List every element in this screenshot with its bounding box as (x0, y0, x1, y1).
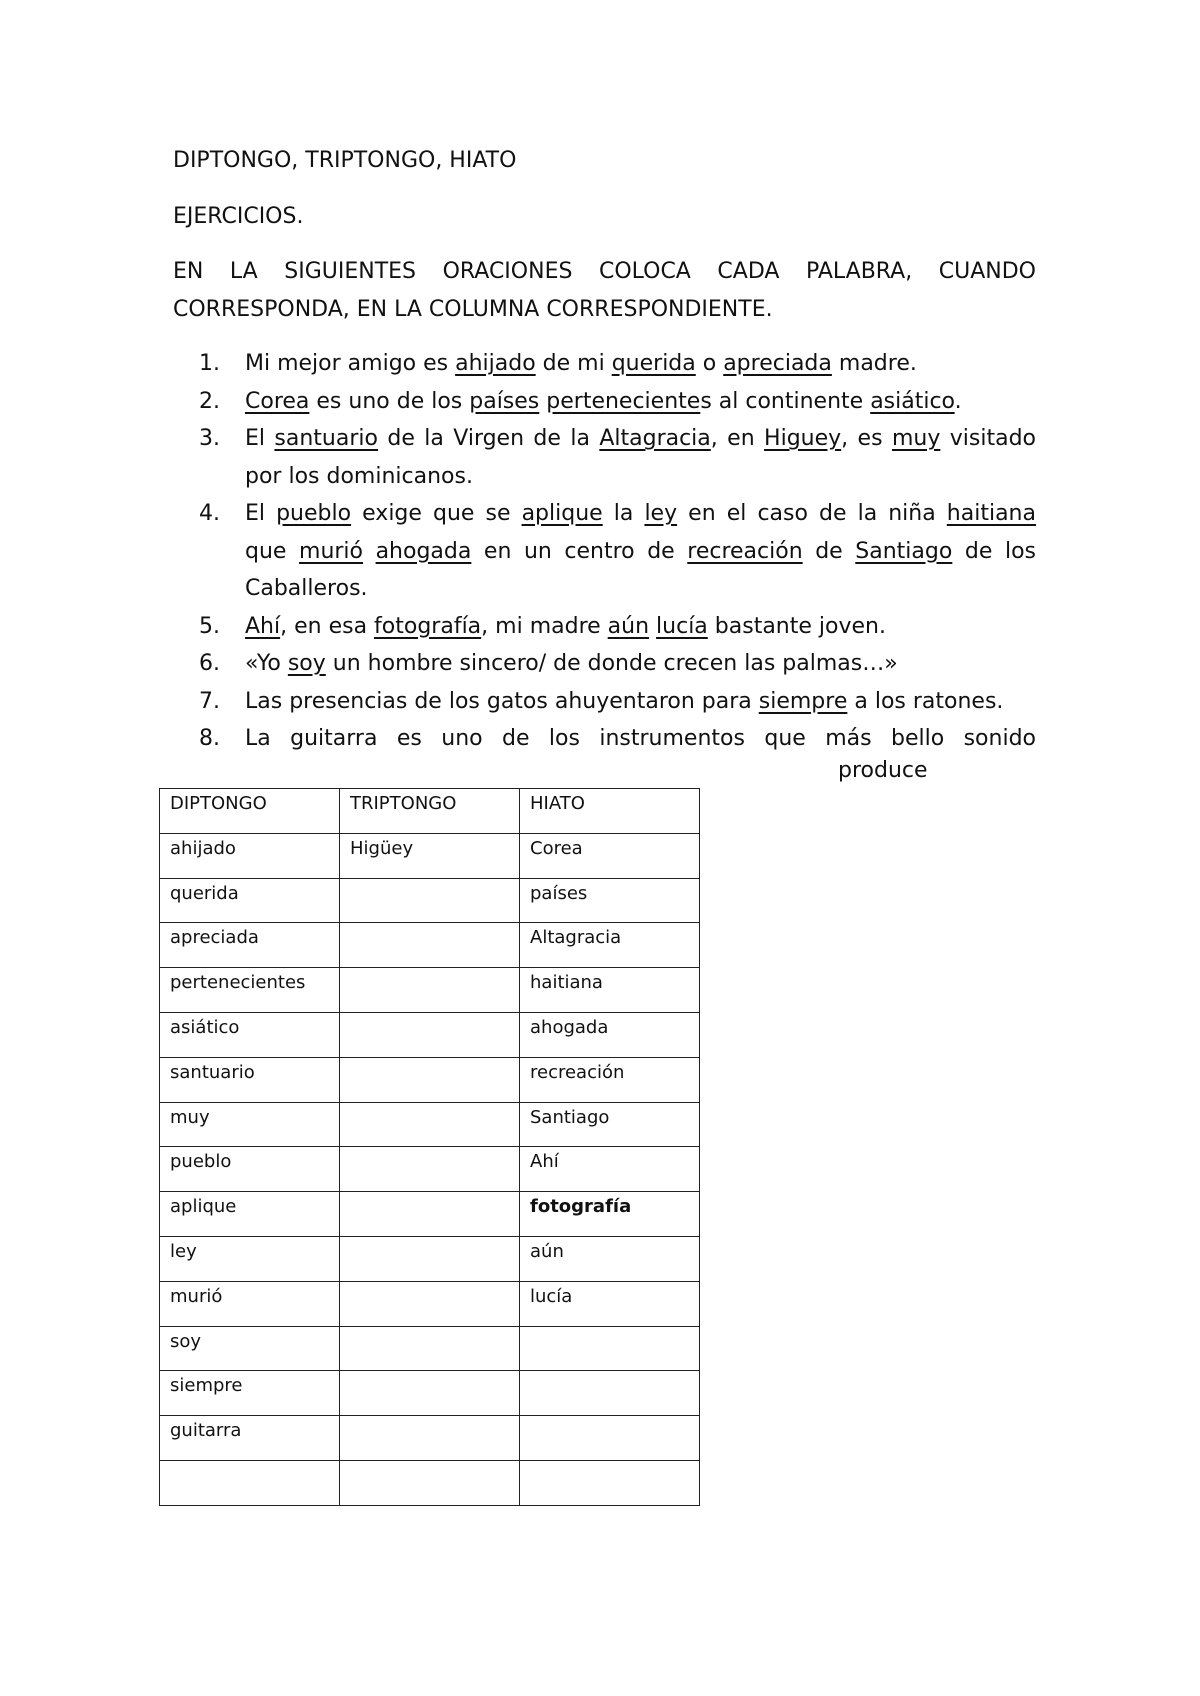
table-cell (340, 968, 520, 1013)
sentence-continuation: por los dominicanos. (245, 463, 473, 489)
underlined-word: Santiago (855, 538, 953, 564)
table-row (160, 1416, 700, 1461)
sentence-number: 3. (199, 426, 220, 451)
table-cell: guitarra (160, 1416, 340, 1461)
underlined-word: querida (611, 351, 696, 376)
sentence-continuation: Caballeros. (245, 576, 368, 601)
underlined-word: siempre (758, 688, 848, 714)
sentence-item (199, 645, 1036, 683)
underlined-word: aplique (521, 501, 603, 526)
sentence-number: 8. (199, 726, 220, 751)
sentence-line (245, 614, 886, 639)
table-row (160, 1236, 700, 1281)
table-cell: querida (160, 878, 340, 923)
trailing-word: produce (838, 758, 928, 783)
sentence-line (245, 351, 917, 376)
sentence-number: 1. (199, 351, 220, 376)
table-row (160, 1460, 700, 1505)
table-cell: apreciada (160, 923, 340, 968)
sentence-text: , es (841, 426, 892, 451)
table-cell: aún (520, 1236, 700, 1281)
table-row (160, 1371, 700, 1416)
table-cell: haitiana (520, 968, 700, 1013)
table-cell: países (520, 878, 700, 923)
sentence-text: Mi mejor amigo es (245, 351, 456, 376)
sentence-number: 4. (199, 501, 220, 526)
underlined-word: ley (644, 501, 678, 526)
table-cell (340, 1102, 520, 1147)
sentence-line (245, 689, 1003, 714)
sentence-line (245, 420, 1036, 458)
underlined-word: Altagracia (599, 426, 711, 451)
sentence-text: El (245, 501, 277, 526)
sentence-text: visitado (940, 426, 1036, 451)
table-cell (340, 1147, 520, 1192)
table-row (160, 878, 700, 923)
sentence-item (199, 383, 1036, 421)
instructions-line-1: EN LA SIGUIENTES ORACIONES COLOCA CADA PALABRA, CUANDO (173, 259, 1036, 284)
table-header-row (160, 789, 700, 834)
table-cell (340, 878, 520, 923)
table-cell: aplique (160, 1192, 340, 1237)
underlined-word: murió (299, 538, 364, 564)
sentence-line (245, 720, 1036, 758)
sentence-text: El (245, 426, 275, 451)
table-cell (520, 1416, 700, 1461)
table-row (160, 1281, 700, 1326)
table-cell (340, 923, 520, 968)
underlined-word: países (469, 388, 540, 414)
table-cell: murió (160, 1281, 340, 1326)
table-cell: ley (160, 1236, 340, 1281)
table-cell (340, 1236, 520, 1281)
underlined-word: pueblo (276, 501, 352, 526)
sentence-item (199, 683, 1036, 721)
table-cell: lucía (520, 1281, 700, 1326)
underlined-word: aún (607, 613, 650, 639)
table-cell: santuario (160, 1057, 340, 1102)
table-cell (520, 1371, 700, 1416)
table-row (160, 1102, 700, 1147)
table-cell: ahogada (520, 1012, 700, 1057)
underlined-word: haitiana (946, 501, 1036, 526)
sentence-text: en un centro de (471, 538, 688, 564)
sentence-text: , en esa (280, 613, 375, 639)
sentence-text: a los ratones. (847, 688, 1004, 714)
sentence-number: 5. (199, 613, 220, 639)
underlined-word: Higuey (764, 426, 842, 451)
sentence-text: de mi (535, 351, 612, 376)
table-cell (340, 1326, 520, 1371)
sentence-line (245, 533, 1036, 571)
table-cell: soy (160, 1326, 340, 1371)
sentence-text: , mi madre (481, 613, 608, 639)
sentence-text (649, 614, 656, 639)
table-cell: fotografía (520, 1192, 700, 1237)
sentence-text: de la Virgen de la (377, 426, 600, 451)
table-cell (340, 1281, 520, 1326)
sentence-text: un hombre sincero/ de donde crecen las palmas…» (325, 651, 898, 676)
table-cell: pertenecientes (160, 968, 340, 1013)
sentence-text: exige que se (351, 501, 522, 526)
sentence-line (245, 495, 1036, 533)
sentence-text: madre. (831, 351, 917, 376)
sentence-text: que (245, 538, 300, 564)
table-cell: siempre (160, 1371, 340, 1416)
table-row (160, 1192, 700, 1237)
sentence-text: «Yo (245, 651, 288, 676)
underlined-word: asiático (870, 388, 955, 414)
underlined-word: lucía (656, 613, 708, 639)
sentence-text: la (602, 501, 645, 526)
underlined-word: apreciada (723, 351, 832, 376)
sentence-number: 7. (199, 688, 220, 714)
underlined-word: Ahí (245, 613, 281, 639)
table-cell (520, 1326, 700, 1371)
table-cell: Santiago (520, 1102, 700, 1147)
table-row (160, 968, 700, 1013)
sentence-text: . (954, 388, 962, 414)
table-cell (340, 1057, 520, 1102)
classification-table (159, 788, 700, 1506)
underlined-word: ahijado (455, 351, 536, 376)
table-cell: Corea (520, 833, 700, 878)
table-cell: asiático (160, 1012, 340, 1057)
sentence-item (199, 495, 1036, 608)
table-cell: recreación (520, 1057, 700, 1102)
underlined-word: ahogada (375, 538, 472, 564)
sentence-item (199, 720, 1036, 758)
sentence-text (363, 539, 376, 564)
table-cell: Ahí (520, 1147, 700, 1192)
sentence-item (199, 608, 1036, 646)
sentence-text: de los (952, 538, 1036, 564)
table-cell: ahijado (160, 833, 340, 878)
table-cell: muy (160, 1102, 340, 1147)
table-row (160, 1012, 700, 1057)
sentence-item (199, 420, 1036, 495)
underlined-word: recreación (687, 538, 803, 564)
sentence-list (173, 345, 1036, 758)
table-cell (340, 1371, 520, 1416)
table-cell (520, 1460, 700, 1505)
table-cell (340, 1012, 520, 1057)
underlined-word: soy (287, 651, 326, 676)
sentence-text: bastante joven. (707, 613, 886, 639)
table-row (160, 1147, 700, 1192)
sentence-text: en el caso de la niña (677, 501, 947, 526)
sentence-text: es uno de los (309, 388, 470, 414)
sentence-text: o (695, 351, 724, 376)
table-cell: Higüey (340, 833, 520, 878)
column-header: DIPTONGO (160, 789, 340, 834)
sentence-number: 2. (199, 388, 220, 414)
sentence-text: Las presencias de los gatos ahuyentaron para (245, 688, 759, 714)
underlined-word: fotografía (374, 613, 482, 639)
table-cell (340, 1192, 520, 1237)
table-row (160, 1326, 700, 1371)
underlined-word: Corea (245, 388, 310, 414)
sentence-line (245, 651, 898, 676)
instructions-line-2: CORRESPONDA, EN LA COLUMNA CORRESPONDIENTE. (173, 297, 773, 322)
table-row (160, 923, 700, 968)
underlined-word: muy (891, 426, 941, 451)
table-cell (160, 1460, 340, 1505)
sentence-text: de (802, 538, 856, 564)
table-cell (340, 1460, 520, 1505)
table-cell: pueblo (160, 1147, 340, 1192)
sentence-text: s al continente (700, 388, 871, 414)
table-cell: Altagracia (520, 923, 700, 968)
table-cell (340, 1416, 520, 1461)
sentence-number: 6. (199, 651, 220, 676)
sentence-line (245, 389, 962, 414)
instructions (173, 253, 1036, 329)
sentence-text: La guitarra es uno de los instrumentos que más bello sonido (245, 726, 1036, 751)
document-subtitle: EJERCICIOS. (173, 204, 304, 229)
underlined-word: santuario (274, 426, 378, 451)
sentence-text: , en (710, 426, 765, 451)
sentence-item (199, 345, 1036, 383)
underlined-word: perteneciente (546, 388, 701, 414)
column-header: TRIPTONGO (340, 789, 520, 834)
document-title: DIPTONGO, TRIPTONGO, HIATO (173, 148, 517, 173)
table-row (160, 833, 700, 878)
column-header: HIATO (520, 789, 700, 834)
table-row (160, 1057, 700, 1102)
